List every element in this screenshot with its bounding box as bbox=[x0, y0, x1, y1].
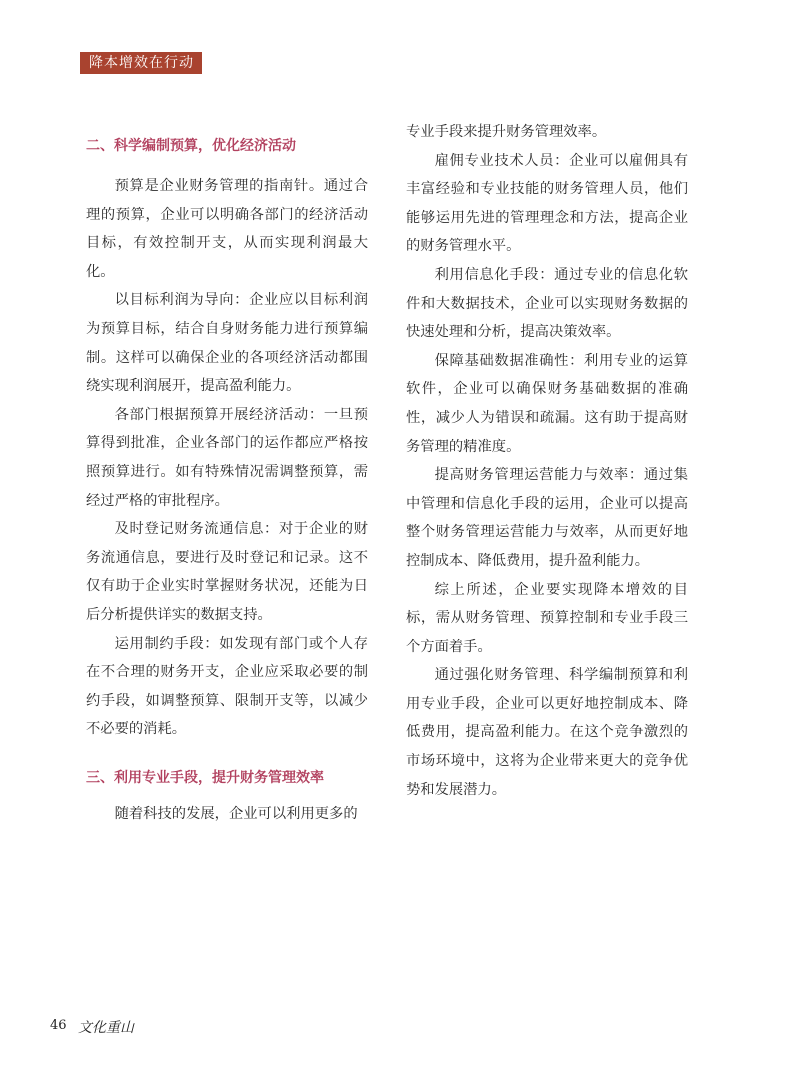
paragraph: 各部门根据预算开展经济活动：一旦预算得到批准，企业各部门的运作都应严格按照预算进行。如有特殊情况需调整预算，需经过严格的审批程序。 bbox=[86, 406, 368, 509]
paragraph: 随着科技的发展，企业可以利用更多的 bbox=[114, 805, 358, 822]
publication-logo-text: 文化重山 bbox=[78, 1020, 134, 1036]
section-heading-2: 二、科学编制预算，优化经济活动 bbox=[86, 138, 296, 154]
publication-logo bbox=[78, 1018, 158, 1038]
paragraph: 保障基础数据准确性：利用专业的运算软件，企业可以确保财务基础数据的准确性，减少人为错误和疏漏。这有助于提高财务管理的精准度。 bbox=[406, 352, 688, 455]
paragraph: 以目标利润为导向：企业应以目标利润为预算目标，结合自身财务能力进行预算编制。这样可以确保企业的各项经济活动都围绕实现利润展开，提高盈利能力。 bbox=[86, 292, 368, 395]
paragraph: 提高财务管理运营能力与效率：通过集中管理和信息化手段的运用，企业可以提高整个财务管理运营能力与效率，从而更好地控制成本、降低费用，提升盈利能力。 bbox=[406, 467, 688, 569]
paragraph: 综上所述，企业要实现降本增效的目标，需从财务管理、预算控制和专业手段三个方面着手。 bbox=[406, 581, 688, 655]
right-column bbox=[406, 118, 688, 804]
paragraph: 雇佣专业技术人员：企业可以雇佣具有丰富经验和专业技能的财务管理人员，他们能够运用先进的管理理念和方法，提高企业的财务管理水平。 bbox=[406, 152, 688, 255]
paragraph: 及时登记财务流通信息：对于企业的财务流通信息，要进行及时登记和记录。这不仅有助于企业实时掌握财务状况，还能为日后分析提供详实的数据支持。 bbox=[86, 521, 368, 623]
paragraph: 通过强化财务管理、科学编制预算和利用专业手段，企业可以更好地控制成本、降低费用，提高盈利能力。在这个竞争激烈的市场环境中，这将为企业带来更大的竞争优势和发展潜力。 bbox=[406, 667, 688, 798]
paragraph: 预算是企业财务管理的指南针。通过合理的预算，企业可以明确各部门的经济活动目标，有效控制开支，从而实现利润最大化。 bbox=[86, 178, 368, 280]
paragraph-continuation: 专业手段来提升财务管理效率。 bbox=[406, 124, 607, 140]
section-tag: 降本增效在行动 bbox=[80, 52, 202, 74]
paragraph: 运用制约手段：如发现有部门或个人存在不合理的财务开支，企业应采取必要的制约手段，如调整预算、限制开支等，以减少不必要的消耗。 bbox=[86, 635, 368, 738]
left-column bbox=[86, 132, 368, 828]
page-footer bbox=[50, 1018, 67, 1033]
section-heading-3: 三、利用专业手段，提升财务管理效率 bbox=[86, 769, 324, 786]
page-number: 46 bbox=[50, 1018, 67, 1033]
paragraph: 利用信息化手段：通过专业的信息化软件和大数据技术，企业可以实现财务数据的快速处理和分析，提高决策效率。 bbox=[406, 266, 688, 341]
